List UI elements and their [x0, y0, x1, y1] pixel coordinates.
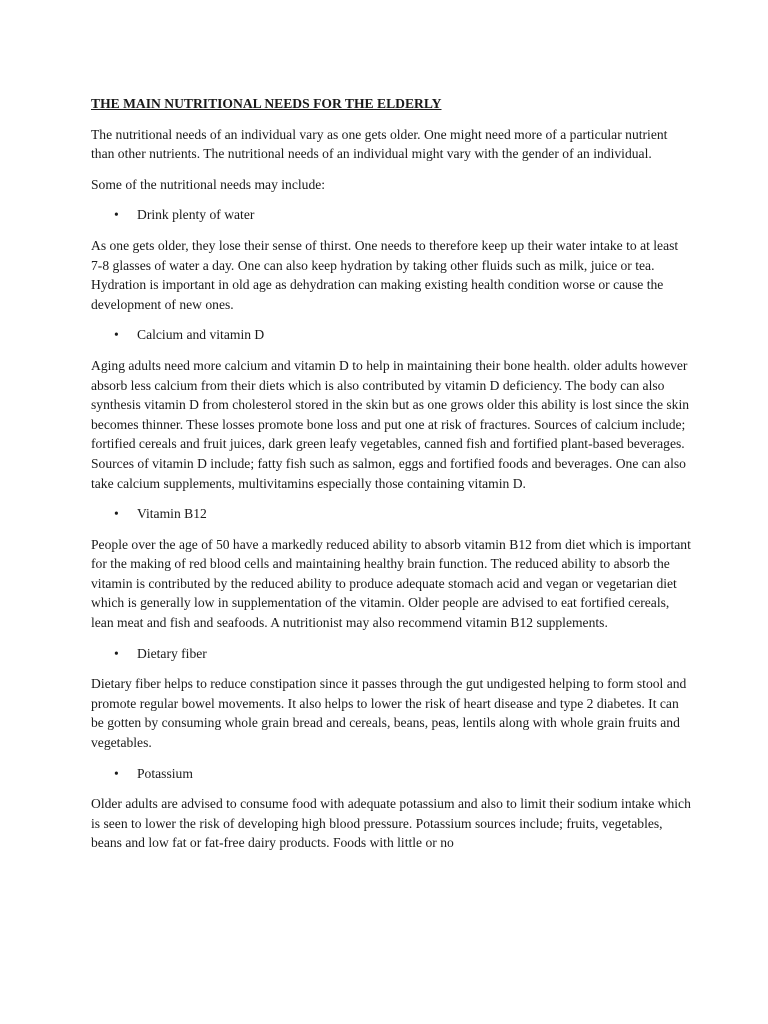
- bullet-icon: •: [114, 506, 119, 522]
- bullet-icon: •: [114, 207, 119, 223]
- document-page: [91, 94, 691, 864]
- bullet-label: Drink plenty of water: [137, 207, 255, 223]
- bullet-icon: •: [114, 645, 119, 661]
- water-paragraph: As one gets older, they lose their sense of thirst. One needs to therefore keep up their water intake to at least 7-8 glasses of water a day. One can also keep hydration by taking other fluids such as milk, juice or tea. Hydration is important in old age as dehydration can making existing health condition worse or cause the development of new ones.: [91, 237, 679, 312]
- document-title: THE MAIN NUTRITIONAL NEEDS FOR THE ELDERLY: [91, 96, 442, 111]
- bullet-label: Vitamin B12: [137, 506, 207, 522]
- intro-paragraph: The nutritional needs of an individual vary as one gets older. One might need more of a particular nutrient than other nutrients. The nutritional needs of an individual might vary with the gender of an individual.: [91, 126, 668, 162]
- potassium-paragraph: Older adults are advised to consume food with adequate potassium and also to limit their sodium intake which is seen to lower the risk of developing high blood pressure. Potassium sources include; fruits, vegetables, beans and low fat or fat-free dairy products. Foods with little or no: [91, 796, 691, 851]
- bullet-label: Potassium: [137, 765, 193, 781]
- bullet-water: [91, 205, 691, 225]
- bullet-label: Calcium and vitamin D: [137, 327, 265, 343]
- bullet-icon: •: [114, 327, 119, 343]
- bullet-vitamin-b12: [91, 504, 691, 524]
- calcium-paragraph: Aging adults need more calcium and vitamin D to help in maintaining their bone health. older adults however absorb less calcium from their diets which is also contributed by vitamin D deficiency. The body can also synthesis vitamin D from cholesterol stored in the skin but as one grows older this ability is lost since the skin becomes thinner. These losses promote bone loss and put one at risk of fractures. Sources of calcium include; fortified cereals and fruit juices, dark green leafy vegetables, canned fish and fortified plant-based beverages. Sources of vitamin D include; fatty fish such as salmon, eggs and fortified foods and beverages. One can also take calcium supplements, multivitamins especially those containing vitamin D.: [91, 357, 690, 491]
- bullet-calcium-vitamin-d: [91, 325, 691, 345]
- bullet-label: Dietary fiber: [137, 645, 207, 661]
- lead-in-paragraph: Some of the nutritional needs may include:: [91, 176, 326, 192]
- bullet-icon: •: [114, 765, 119, 781]
- bullet-potassium: [91, 764, 691, 784]
- bullet-dietary-fiber: [91, 644, 691, 664]
- dietary-fiber-paragraph: Dietary fiber helps to reduce constipation since it passes through the gut undigested helping to form stool and promote regular bowel movements. It also helps to lower the risk of heart disease and type 2 diabetes. It can be gotten by consuming whole grain bread and cereals, beans, peas, lentils along with whole grain fruits and vegetables.: [91, 676, 687, 751]
- vitamin-b12-paragraph: People over the age of 50 have a markedly reduced ability to absorb vitamin B12 from diet which is important for the making of red blood cells and maintaining healthy brain function. The reduced ability to absorb the vitamin is contributed by the reduced ability to produce adequate stomach acid and vegan or vegetarian diet which is generally low in supplementation of the vitamin. Older people are advised to eat fortified cereals, lean meat and fish and seafoods. A nutritionist may also recommend vitamin B12 supplements.: [91, 536, 691, 631]
